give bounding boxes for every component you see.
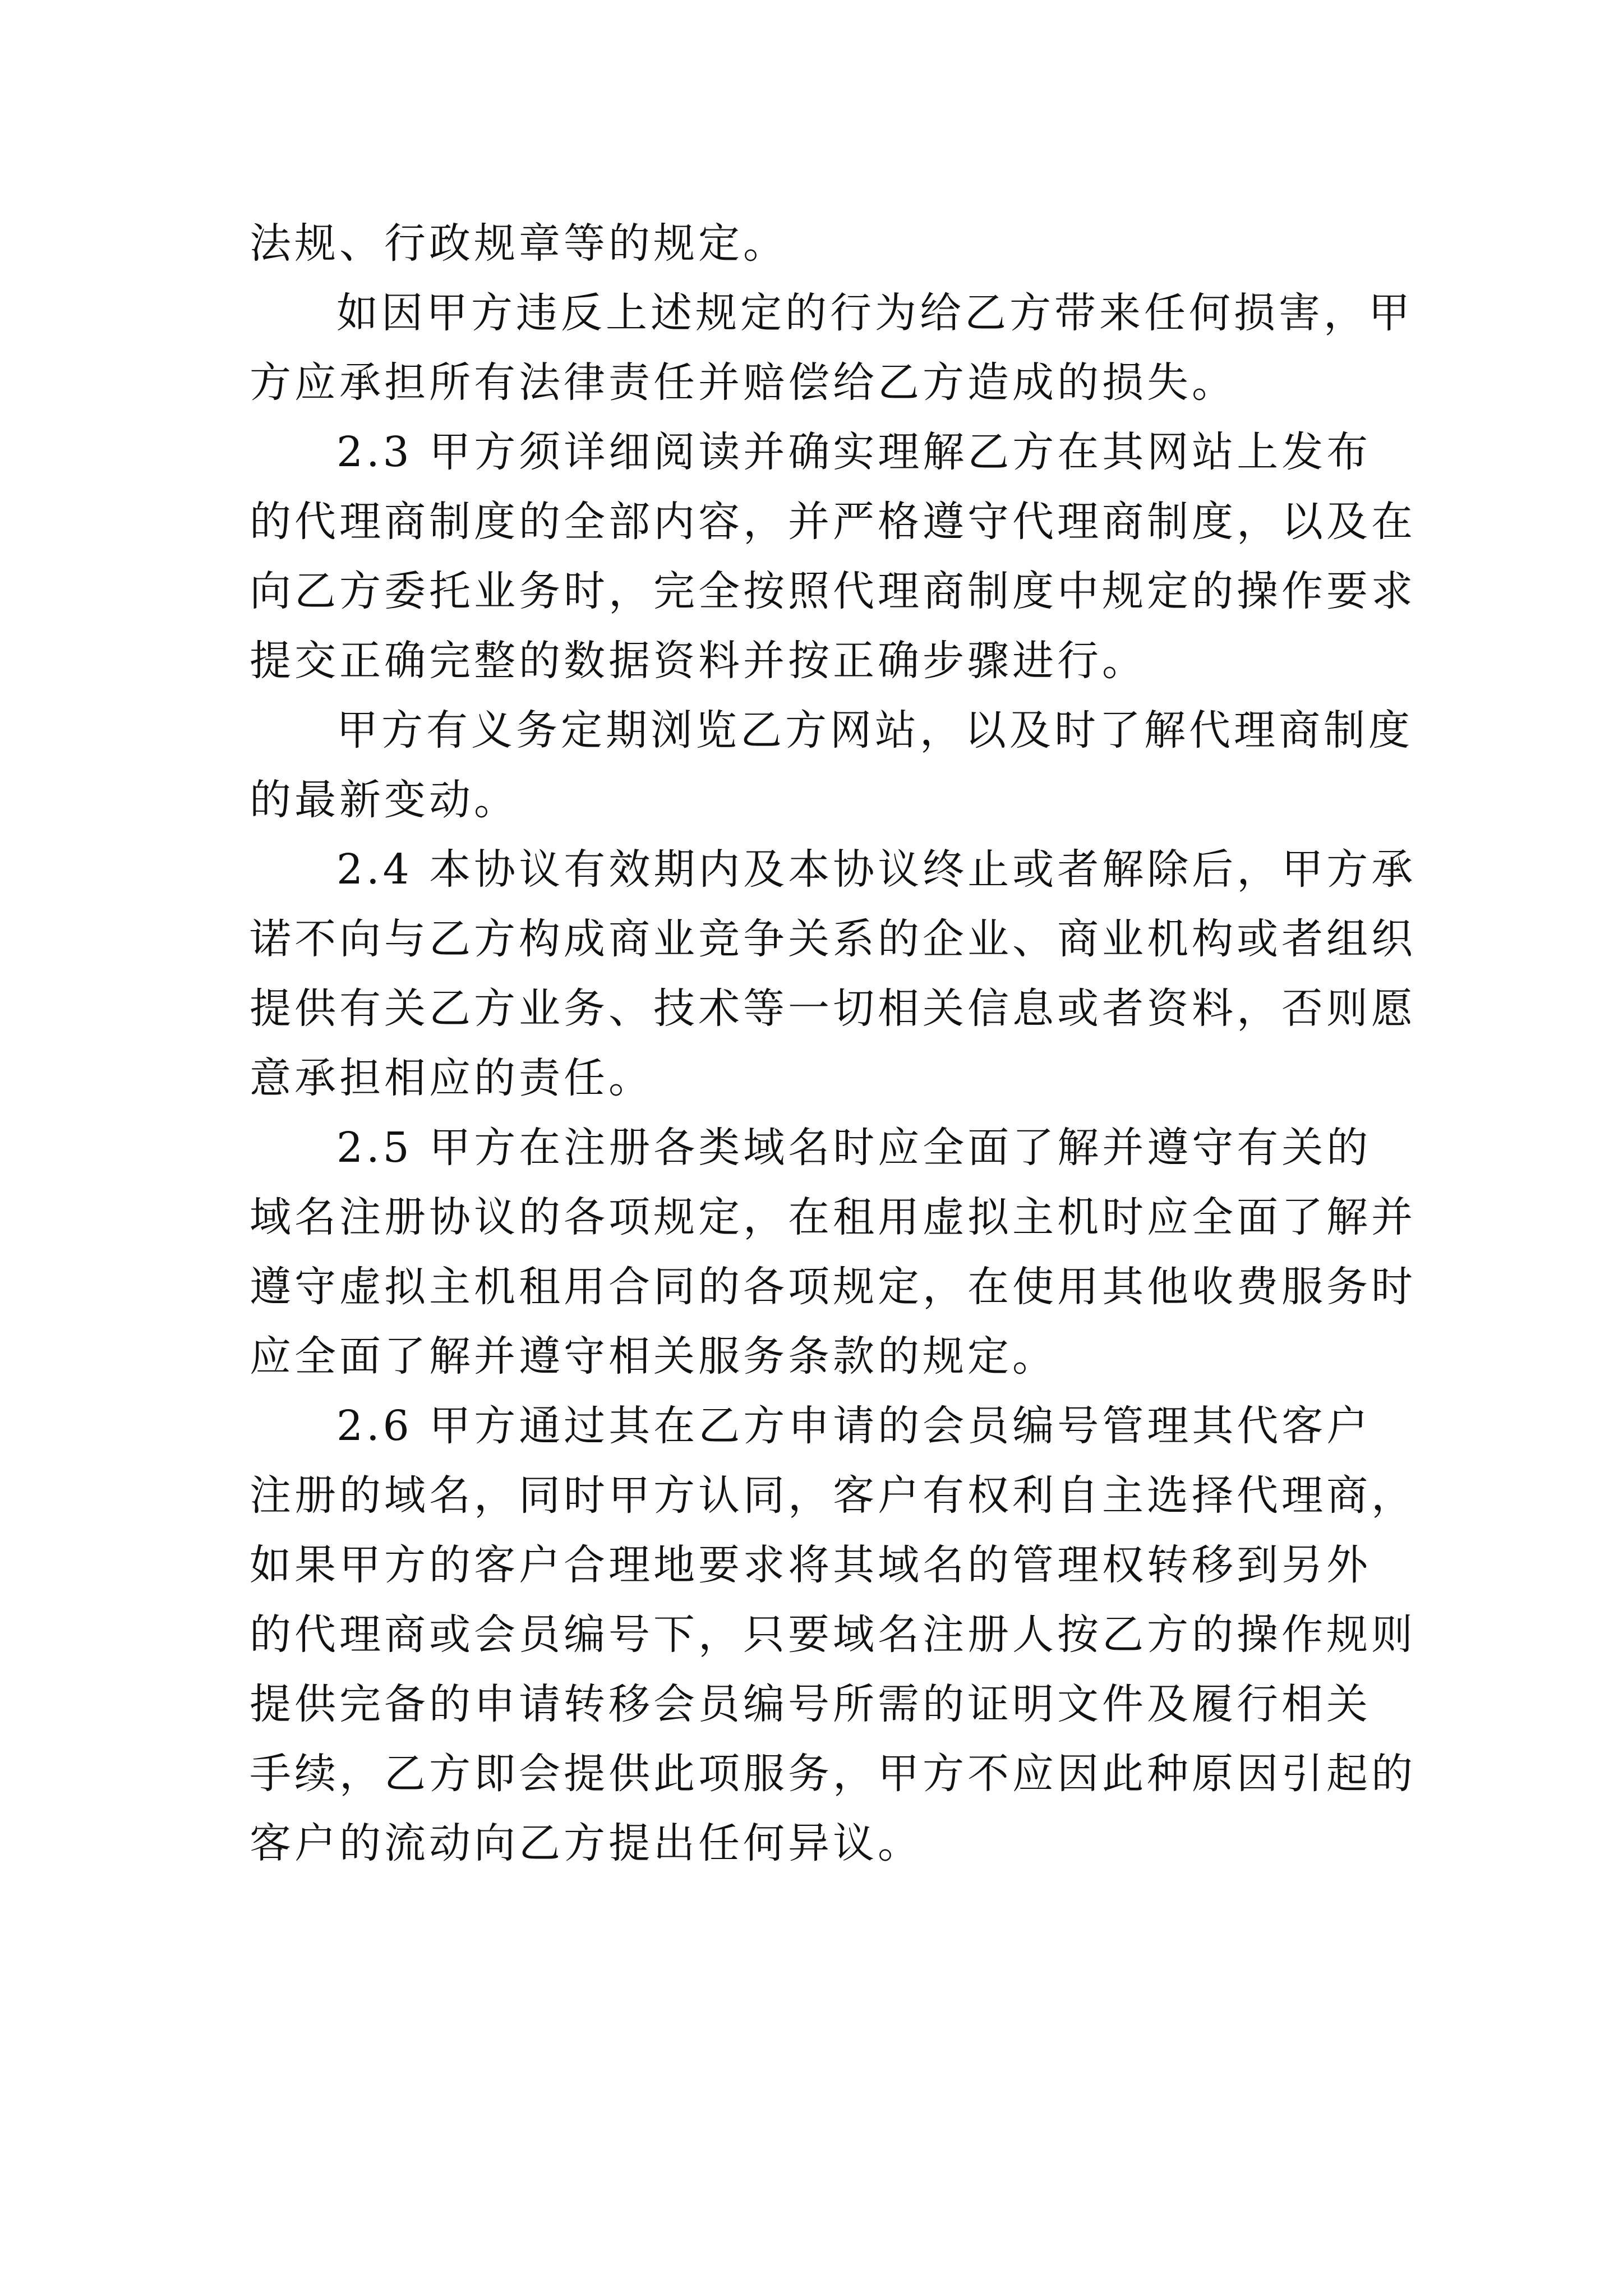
text-line: 的最新变动。 — [250, 776, 519, 824]
text-line: 的代理商或会员编号下，只要域名注册人按乙方的操作规则 — [250, 1611, 1416, 1659]
text-line: 意承担相应的责任。 — [250, 1054, 653, 1102]
text-line: 域名注册协议的各项规定，在租用虚拟主机时应全面了解并 — [250, 1193, 1416, 1241]
text-line: 提供有关乙方业务、技术等一切相关信息或者资料，否则愿 — [250, 984, 1416, 1033]
text-line: 客户的流动向乙方提出任何异议。 — [250, 1819, 923, 1867]
text-line: 的代理商制度的全部内容，并严格遵守代理商制度，以及在 — [250, 498, 1416, 546]
text-line: 遵守虚拟主机租用合同的各项规定，在使用其他收费服务时 — [250, 1263, 1416, 1311]
text-line: 甲方有义务定期浏览乙方网站，以及时了解代理商制度 — [336, 706, 1413, 754]
text-line: 2.6 甲方通过其在乙方申请的会员编号管理其代客户 — [336, 1402, 1372, 1450]
text-line: 2.3 甲方须详细阅读并确实理解乙方在其网站上发布 — [336, 428, 1372, 476]
text-line: 提交正确完整的数据资料并按正确步骤进行。 — [250, 637, 1147, 685]
text-line: 方应承担所有法律责任并赔偿给乙方造成的损失。 — [250, 358, 1237, 407]
text-line: 诺不向与乙方构成商业竞争关系的企业、商业机构或者组织 — [250, 915, 1416, 963]
text-line: 2.4 本协议有效期内及本协议终止或者解除后，甲方承 — [336, 845, 1417, 894]
text-line: 如果甲方的客户合理地要求将其域名的管理权转移到另外 — [250, 1541, 1371, 1589]
text-line: 注册的域名，同时甲方认同，客户有权利自主选择代理商， — [250, 1471, 1416, 1520]
document-body — [250, 209, 1417, 1878]
text-line: 提供完备的申请转移会员编号所需的证明文件及履行相关 — [250, 1680, 1371, 1728]
text-line: 向乙方委托业务时，完全按照代理商制度中规定的操作要求 — [250, 567, 1416, 615]
text-line: 法规、行政规章等的规定。 — [250, 219, 788, 268]
text-line: 2.5 甲方在注册各类域名时应全面了解并遵守有关的 — [336, 1124, 1372, 1172]
text-line: 应全面了解并遵守相关服务条款的规定。 — [250, 1332, 1057, 1381]
text-line: 手续，乙方即会提供此项服务，甲方不应因此种原因引起的 — [250, 1750, 1416, 1798]
text-line: 如因甲方违反上述规定的行为给乙方带来任何损害，甲 — [336, 289, 1413, 337]
